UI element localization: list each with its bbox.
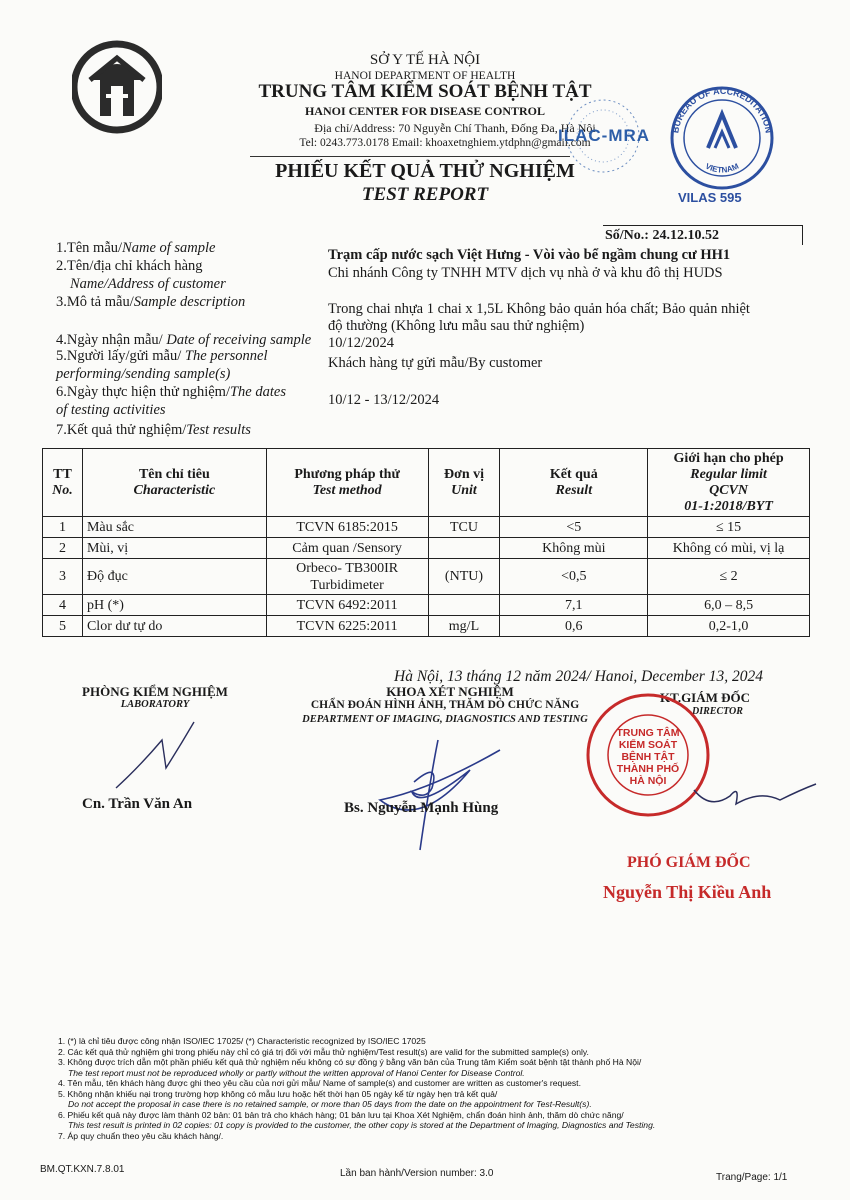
row-limit: 6,0 – 8,5 bbox=[648, 595, 810, 616]
row-unit bbox=[428, 595, 500, 616]
report-title: PHIẾU KẾT QUẢ THỬ NGHIỆM bbox=[275, 160, 575, 182]
row-method: Orbeco- TB300IR Turbidimeter bbox=[266, 559, 428, 595]
row-characteristic: Độ đục bbox=[82, 559, 266, 595]
ministry-name-en: HANOI DEPARTMENT OF HEALTH bbox=[334, 70, 516, 82]
sample-name-label: 1.Tên mẫu/Name of sample bbox=[56, 240, 216, 256]
row-no: 2 bbox=[43, 538, 83, 559]
row-characteristic: Màu sắc bbox=[82, 517, 266, 538]
row-result: 7,1 bbox=[500, 595, 648, 616]
row-result: Không mùi bbox=[500, 538, 648, 559]
deputy-director-title: PHÓ GIÁM ĐỐC bbox=[627, 854, 751, 871]
test-dates-label-en: of testing activities bbox=[56, 402, 166, 418]
col-header-method: Phương pháp thử Test method bbox=[266, 449, 428, 517]
description-line-2: độ thường (Không lưu mẫu sau thử nghiệm) bbox=[328, 318, 585, 334]
note-line: 1. (*) là chỉ tiêu được công nhận ISO/IEC 17025/ (*) Characteristic recognized by ISO/IEC 17025 bbox=[58, 1036, 426, 1046]
test-dates-value: 10/12 - 13/12/2024 bbox=[328, 392, 440, 408]
description-label: 3.Mô tả mẫu/Sample description bbox=[56, 294, 246, 310]
page-number: Trang/Page: 1/1 bbox=[716, 1172, 788, 1183]
note-line: 5. Không nhận khiếu nại trong trường hợp không có mẫu lưu hoặc hết thời hạn 05 ngày kể từ ngày hẹn trả kết quả/ bbox=[58, 1088, 498, 1099]
dept-title: KHOA XÉT NGHIỆM bbox=[386, 684, 514, 699]
description-line-1: Trong chai nhựa 1 chai x 1,5L Không bảo quản hóa chất; Bảo quản nhiệt bbox=[328, 301, 750, 317]
ministry-name: SỞ Y TẾ HÀ NỘI bbox=[369, 52, 481, 68]
row-unit: mg/L bbox=[428, 616, 500, 637]
row-unit: (NTU) bbox=[428, 559, 500, 595]
received-date-label: 4.Ngày nhận mẫu/ Date of receiving sample bbox=[56, 332, 312, 348]
dept-title-en: DEPARTMENT OF IMAGING, DIAGNOSTICS AND TESTING bbox=[302, 714, 588, 725]
table-row bbox=[43, 616, 810, 637]
svg-text:BUREAU OF ACCREDITATION: BUREAU OF ACCREDITATION bbox=[670, 85, 774, 134]
row-no: 1 bbox=[43, 517, 83, 538]
note-line: 3. Không được trích dẫn một phần phiếu kết quả thử nghiệm nếu không có sự đồng ý bằng văn bản của Trung tâm Kiểm soát bệnh tật thành phố Hà Nội/ bbox=[58, 1057, 642, 1067]
header-divider bbox=[250, 156, 570, 157]
footnotes bbox=[58, 1036, 818, 1141]
row-limit: ≤ 2 bbox=[648, 559, 810, 595]
row-characteristic: Clor dư tự do bbox=[82, 616, 266, 637]
note-line: This test result is printed in 02 copies: 01 copy is provided to the customer, the other copy is stored at the Department of Imaging, Diagnostics and Testing. bbox=[68, 1120, 656, 1130]
row-result: <5 bbox=[500, 517, 648, 538]
row-result: <0,5 bbox=[500, 559, 648, 595]
svg-text:BỆNH TẬT: BỆNH TẬT bbox=[621, 751, 675, 763]
table-row bbox=[43, 595, 810, 616]
row-no: 3 bbox=[43, 559, 83, 595]
table-row bbox=[43, 517, 810, 538]
table-row bbox=[43, 559, 810, 595]
customer-value: Chi nhánh Công ty TNHH MTV dịch vụ nhà ở và khu đô thị HUDS bbox=[328, 265, 723, 281]
dept-title-2: CHẨN ĐOÁN HÌNH ẢNH, THĂM DÒ CHỨC NĂNG bbox=[310, 699, 580, 711]
row-result: 0,6 bbox=[500, 616, 648, 637]
director-title: KT.GIÁM ĐỐC bbox=[660, 690, 751, 705]
customer-label: 2.Tên/địa chỉ khách hàng bbox=[56, 258, 203, 274]
svg-text:THÀNH PHỐ: THÀNH PHỐ bbox=[616, 763, 680, 775]
report-number: Số/No.: 24.12.10.52 bbox=[603, 225, 803, 245]
row-limit: 0,2-1,0 bbox=[648, 616, 810, 637]
note-line: The test report must not be reproduced wholly or partly without the written approval of Hanoi Center for Disease Control. bbox=[68, 1067, 525, 1078]
svg-text:HÀ NỘI: HÀ NỘI bbox=[629, 775, 667, 787]
svg-text:KIỂM SOÁT: KIỂM SOÁT bbox=[618, 739, 678, 751]
table-row bbox=[43, 538, 810, 559]
lab-title: PHÒNG KIỂM NGHIỆM bbox=[82, 684, 228, 699]
sender-label: 5.Người lấy/gửi mẫu/ The personnel bbox=[56, 348, 268, 364]
center-address: Địa chỉ/Address: 70 Nguyễn Chí Thanh, Đống Đa, Hà Nội bbox=[314, 121, 596, 135]
col-header-limit: Giới hạn cho phép Regular limit QCVN 01-1:2018/BYT bbox=[648, 449, 810, 517]
row-limit: Không có mùi, vị lạ bbox=[648, 538, 810, 559]
col-header-no: TT No. bbox=[43, 449, 83, 517]
row-method: TCVN 6492:2011 bbox=[266, 595, 428, 616]
note-line: 4. Tên mẫu, tên khách hàng được ghi theo yêu cầu của nơi gửi mẫu/ Name of sample(s) and customer are written as customer's request. bbox=[58, 1078, 581, 1088]
ilac-mra-label: ILAC-MRA bbox=[558, 126, 651, 145]
received-date-value: 10/12/2024 bbox=[328, 335, 395, 351]
sender-label-en: performing/sending sample(s) bbox=[56, 366, 231, 382]
results-label: 7.Kết quả thử nghiệm/Test results bbox=[56, 422, 251, 438]
row-method: Cảm quan /Sensory bbox=[266, 538, 428, 559]
sender-value: Khách hàng tự gửi mẫu/By customer bbox=[328, 355, 543, 371]
lab-signature bbox=[110, 716, 210, 796]
vilas-code: VILAS 595 bbox=[678, 190, 742, 205]
svg-text:TRUNG TÂM: TRUNG TÂM bbox=[616, 727, 680, 739]
row-characteristic: Mùi, vị bbox=[82, 538, 266, 559]
row-method: TCVN 6185:2015 bbox=[266, 517, 428, 538]
row-characteristic: pH (*) bbox=[82, 595, 266, 616]
results-table bbox=[42, 448, 810, 637]
note-line: Do not accept the proposal in case there is no retained sample, or more than 05 days from the date on the appointment for Test-Result(s). bbox=[68, 1099, 592, 1109]
form-code: BM.QT.KXN.7.8.01 bbox=[40, 1164, 125, 1175]
signature-date-line: Hà Nội, 13 tháng 12 năm 2024/ Hanoi, December 13, 2024 bbox=[394, 668, 763, 685]
version-number: Lần ban hành/Version number: 3.0 bbox=[340, 1168, 494, 1179]
report-title-en: TEST REPORT bbox=[361, 184, 489, 205]
customer-label-en: Name/Address of customer bbox=[70, 276, 226, 292]
center-name-en: HANOI CENTER FOR DISEASE CONTROL bbox=[304, 104, 546, 118]
row-unit bbox=[428, 538, 500, 559]
deputy-director-name: Nguyễn Thị Kiều Anh bbox=[603, 882, 772, 902]
director-title-en: DIRECTOR bbox=[692, 706, 743, 717]
col-header-characteristic: Tên chỉ tiêu Characteristic bbox=[82, 449, 266, 517]
col-header-result: Kết quả Result bbox=[500, 449, 648, 517]
note-line: 7. Áp quy chuẩn theo yêu cầu khách hàng/. bbox=[58, 1130, 224, 1141]
row-method: TCVN 6225:2011 bbox=[266, 616, 428, 637]
lab-signer-name: Cn. Trần Văn An bbox=[82, 796, 193, 812]
director-signature bbox=[690, 770, 820, 820]
svg-text:VIETNAM: VIETNAM bbox=[703, 161, 741, 175]
col-header-unit: Đơn vị Unit bbox=[428, 449, 500, 517]
center-name: TRUNG TÂM KIỂM SOÁT BỆNH TẬT bbox=[258, 81, 592, 102]
row-unit: TCU bbox=[428, 517, 500, 538]
table-header-row bbox=[43, 449, 810, 517]
dept-signer-name: Bs. Nguyễn Mạnh Hùng bbox=[344, 800, 499, 816]
lab-title-en: LABORATORY bbox=[120, 699, 190, 710]
row-limit: ≤ 15 bbox=[648, 517, 810, 538]
note-line: 6. Phiếu kết quả này được làm thành 02 bản: 01 bản trả cho khách hàng; 01 bản lưu tại Khoa Xét Nghiệm, chẩn đoán hình ảnh, thăm dò chức năng/ bbox=[58, 1109, 624, 1120]
note-line: 2. Các kết quả thử nghiệm ghi trong phiếu này chỉ có giá trị đối với mẫu thử nghiệm/Test result(s) are valid for the submitted sample(s) only. bbox=[58, 1046, 589, 1057]
dept-signature bbox=[360, 730, 510, 860]
test-dates-label: 6.Ngày thực hiện thử nghiệm/The dates bbox=[56, 384, 286, 400]
sample-name-value: Trạm cấp nước sạch Việt Hưng - Vòi vào bể ngầm chung cư HH1 bbox=[328, 247, 731, 263]
row-no: 4 bbox=[43, 595, 83, 616]
row-no: 5 bbox=[43, 616, 83, 637]
center-contact: Tel: 0243.773.0178 Email: khoaxetnghiem.ytdphn@gmail.com bbox=[299, 137, 591, 149]
